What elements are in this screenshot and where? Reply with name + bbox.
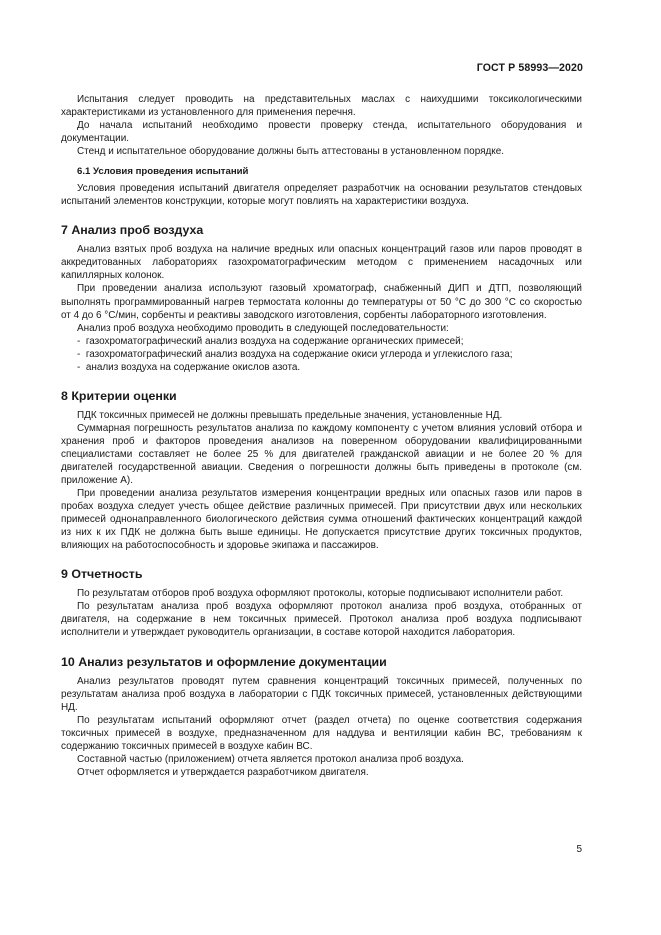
paragraph: Отчет оформляется и утверждается разработчиком двигателя. [77, 766, 369, 778]
list-item: - газохроматографический анализ воздуха на содержание окиси углерода и углекислого газа; [61, 348, 582, 361]
analysis-sequence-list [61, 335, 582, 374]
paragraph: Условия проведения испытаний двигателя определяет разработчик на основании результатов стендовых испытаний элементов конструкции, которые могут повлиять на характеристики воздуха. [61, 183, 582, 208]
list-item: - анализ воздуха на содержание окислов азота. [61, 361, 582, 374]
paragraph: Анализ проб воздуха необходимо проводить в следующей последовательности: [77, 322, 449, 334]
paragraph: До начала испытаний необходимо провести проверку стенда, испытательного оборудования и документации. [61, 120, 582, 145]
section-9 [61, 567, 582, 639]
paragraph: Испытания следует проводить на представительных маслах с наихудшими токсикологическими характеристиками из установленного для применения перечня. [61, 94, 582, 119]
paragraph: При проведении анализа результатов измерения концентрации вредных или опасных газов или паров в пробах воздуха следует учесть общее действие различных примесей. При присутствии двух или нескольких примесей однонаправленного биологического действия сумма отношений фактических концентраций каждой из них к их ПДК не должна быть выше единицы. Не допускается присутствие других токсичных продуктов, влияющих на работоспособность и здоровье экипажа и пассажиров. [61, 488, 582, 552]
paragraph: Стенд и испытательное оборудование должны быть аттестованы в установленном порядке. [77, 146, 505, 158]
section-heading: 10 Анализ результатов и оформление документации [61, 654, 387, 669]
section-6-1 [61, 166, 582, 208]
document-body [61, 93, 582, 779]
section-8 [61, 389, 582, 553]
paragraph: При проведении анализа используют газовый хроматограф, снабженный ДИП и ДТП, позволяющий выполнять программированный нагрев термостата колонны до температуры от 50 °C до 300 °C со скоростью от 4 до 6 °C/мин, сорбенты и реактивы заводского изготовления, сорбенты лабораторного изготовления. [61, 283, 582, 321]
standard-designation: ГОСТ Р 58993—2020 [476, 62, 583, 74]
intro-section [61, 93, 582, 158]
section-7 [61, 223, 582, 373]
paragraph: По результатам анализа проб воздуха оформляют протокол анализа проб воздуха, отобранных от двигателя, на содержание в нем токсичных примесей. Протокол анализа проб воздуха подписывают исполнители и утверждает руководитель организации, в составе которой находится лаборатория. [61, 601, 582, 639]
paragraph: По результатам испытаний оформляют отчет (раздел отчета) по оценке соответствия содержания токсичных примесей в воздухе, предназначенном для наддува и вентиляции кабин ВС, требованиям к содержанию токсичных примесей в воздухе кабин ВС. [61, 714, 582, 752]
paragraph: Суммарная погрешность результатов анализа по каждому компоненту с учетом влияния условий отбора и хранения проб и факторов проведения анализов на поверенном оборудовании квалифицированными специалистами составляет не более 25 % для двигателей гражданской авиации и не более 20 % для двигателей государственной авиации. Сведения о погрешности должны быть приведены в протоколе (см. приложение А). [61, 422, 582, 487]
paragraph: Анализ взятых проб воздуха на наличие вредных или опасных концентраций газов или паров проводят в аккредитованных лабораториях газохроматографическим методом с применением насадочных или капиллярных колонок. [61, 244, 582, 282]
paragraph: Составной частью (приложением) отчета является протокол анализа проб воздуха. [77, 753, 464, 765]
list-item: - газохроматографический анализ воздуха на содержание органических примесей; [61, 335, 582, 348]
section-heading: 6.1 Условия проведения испытаний [77, 166, 249, 178]
section-heading: 9 Отчетность [61, 567, 143, 582]
paragraph: Анализ результатов проводят путем сравнения концентраций токсичных примесей, полученных по результатам анализа проб воздуха в лаборатории с ПДК токсичных примесей, установленных действующими НД. [61, 675, 582, 713]
section-heading: 7 Анализ проб воздуха [61, 223, 204, 238]
paragraph: ПДК токсичных примесей не должны превышать предельные значения, установленные НД. [77, 409, 503, 421]
section-heading: 8 Критерии оценки [61, 388, 177, 403]
paragraph: По результатам отборов проб воздуха оформляют протоколы, которые подписывают исполнители работ. [77, 588, 564, 600]
page-number: 5 [576, 844, 582, 855]
section-10 [61, 655, 582, 779]
